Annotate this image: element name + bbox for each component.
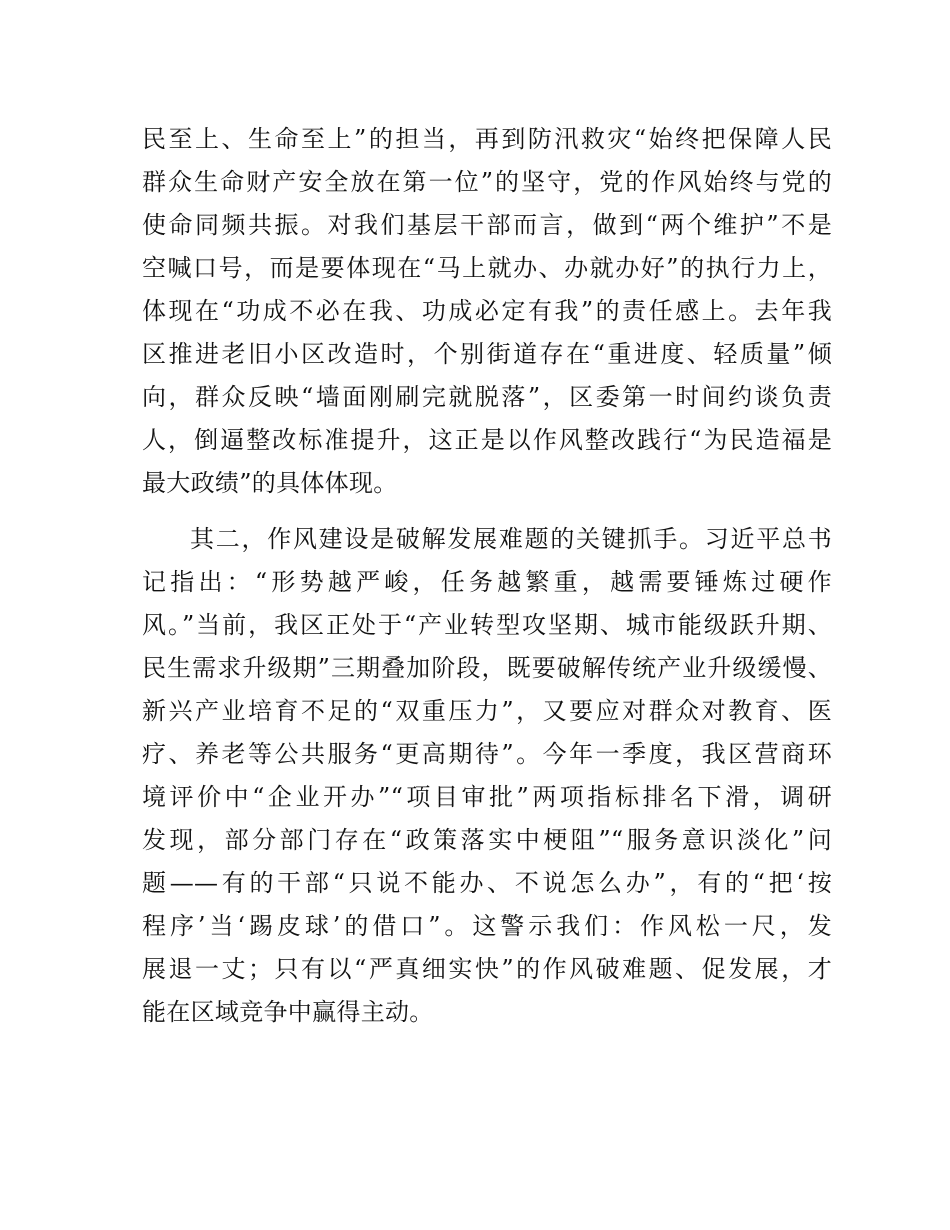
paragraph-line: 题——有的干部“只说不能办、不说怎么办”，有的“把‘按 xyxy=(142,869,832,897)
paragraph-line: 区推进老旧小区改造时，个别街道存在“重进度、轻质量”倾 xyxy=(142,340,832,368)
paragraph-line: 能在区域竞争中赢得主动。 xyxy=(142,998,434,1026)
paragraph-line: 程序’当‘踢皮球’的借口”。这警示我们：作风松一尺，发 xyxy=(142,912,832,940)
paragraph-line: 风。”当前，我区正处于“产业转型攻坚期、城市能级跃升期、 xyxy=(142,611,832,639)
paragraph-1 xyxy=(142,118,832,505)
paragraph-line: 空喊口号，而是要体现在“马上就办、办就办好”的执行力上， xyxy=(142,254,832,282)
paragraph-line: 人，倒逼整改标准提升，这正是以作风整改践行“为民造福是 xyxy=(142,426,832,454)
paragraph-line: 民至上、生命至上”的担当，再到防汛救灾“始终把保障人民 xyxy=(142,125,832,153)
paragraph-line: 新兴产业培育不足的“双重压力”，又要应对群众对教育、医 xyxy=(142,697,832,725)
paragraph-line: 使命同频共振。对我们基层干部而言，做到“两个维护”不是 xyxy=(142,211,832,239)
paragraph-line: 疗、养老等公共服务“更高期待”。今年一季度，我区营商环 xyxy=(142,740,832,768)
paragraph-line: 最大政绩”的具体体现。 xyxy=(142,469,398,497)
paragraph-line: 境评价中“企业开办”“项目审批”两项指标排名下滑，调研 xyxy=(142,783,832,811)
paragraph-2 xyxy=(142,518,832,1034)
paragraph-line: 记指出：“形势越严峻，任务越繁重，越需要锤炼过硬作 xyxy=(142,568,832,596)
paragraph-line: 群众生命财产安全放在第一位”的坚守，党的作风始终与党的 xyxy=(142,168,832,196)
paragraph-line: 向，群众反映“墙面刚刷完就脱落”，区委第一时间约谈负责 xyxy=(142,383,832,411)
paragraph-line: 展退一丈；只有以“严真细实快”的作风破难题、促发展，才 xyxy=(142,955,832,983)
paragraph-line: 其二，作风建设是破解发展难题的关键抓手。习近平总书 xyxy=(190,525,832,553)
paragraph-line: 发现，部分部门存在“政策落实中梗阻”“服务意识淡化”问 xyxy=(142,826,832,854)
paragraph-line: 体现在“功成不必在我、功成必定有我”的责任感上。去年我 xyxy=(142,297,832,325)
paragraph-line: 民生需求升级期”三期叠加阶段，既要破解传统产业升级缓慢、 xyxy=(142,654,832,682)
